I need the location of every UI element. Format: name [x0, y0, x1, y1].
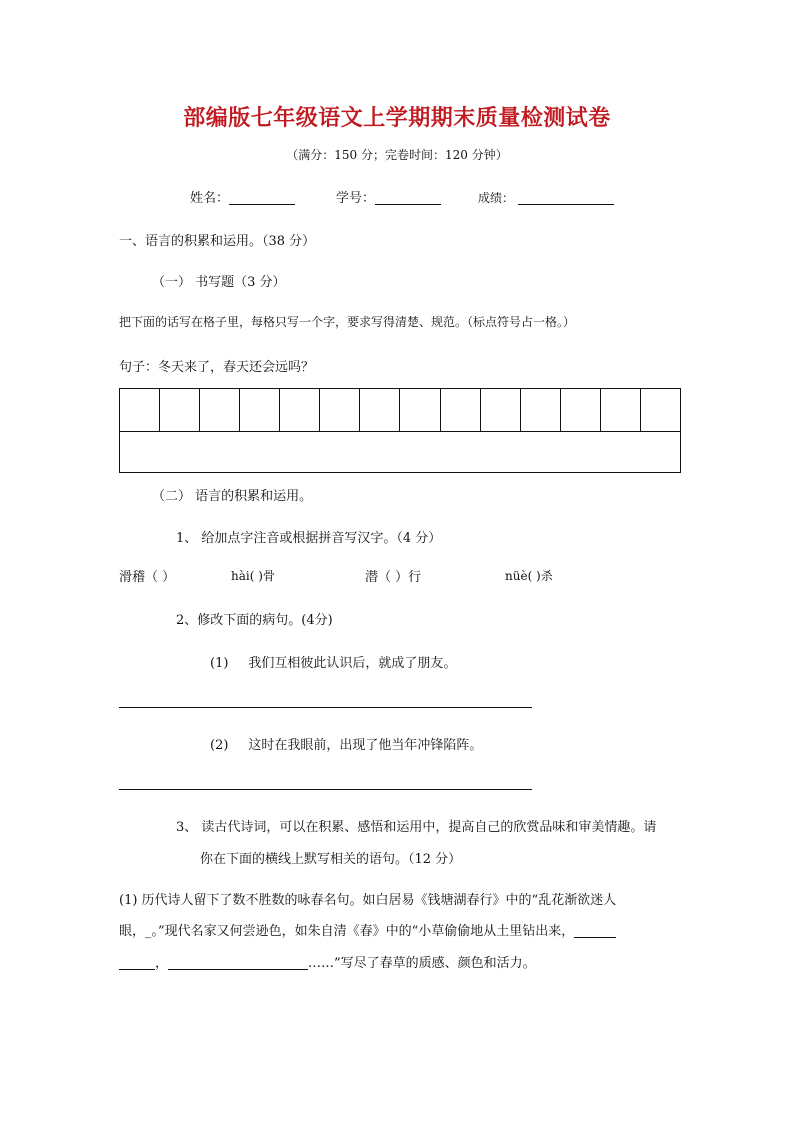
poem-separator: ，	[155, 956, 169, 971]
grid-cell[interactable]	[640, 389, 680, 432]
answer-line[interactable]	[119, 707, 532, 708]
pinyin-word: nüè	[505, 569, 528, 583]
student-id-label: 学号：	[336, 191, 376, 206]
sentence-number: (1)	[210, 656, 229, 671]
grid-cell[interactable]	[360, 389, 400, 432]
name-blank[interactable]	[229, 190, 295, 205]
grid-cell[interactable]	[320, 389, 360, 432]
writing-instruction: 把下面的话写在格子里，每格只写一个字，要求写得清楚、规范。（标点符号占一格。）	[119, 315, 576, 329]
pinyin-item-3	[365, 566, 421, 585]
writing-sentence: 句子：冬天来了，春天还会远吗？	[119, 360, 315, 375]
question-2-prompt: 2、修改下面的病句。(4分)	[176, 613, 333, 628]
grid-cell[interactable]	[120, 389, 160, 432]
name-label: 姓名：	[190, 191, 230, 206]
grid-cell[interactable]	[280, 389, 320, 432]
sentence-text: 我们互相彼此认识后，就成了朋友。	[248, 656, 457, 671]
grid-cell[interactable]	[400, 389, 440, 432]
poem-paragraph-line2	[119, 920, 616, 939]
poem-text: 眼，_。”现代名家又何尝逊色，如朱自清《春》中的“小草偷偷地从土里钻出来，	[119, 924, 575, 939]
student-id-field[interactable]	[336, 187, 441, 206]
pinyin-word: hài	[231, 569, 250, 583]
answer-blank[interactable]: （ ）行	[378, 570, 422, 585]
name-field[interactable]	[190, 187, 295, 206]
pinyin-word: 滑稽	[119, 570, 146, 585]
grid-cell[interactable]	[520, 389, 560, 432]
sentence-number: (2)	[210, 738, 229, 753]
poem-paragraph-line3	[119, 952, 536, 971]
question-1-prompt: 1、 给加点字注音或根据拼音写汉字。（4 分）	[176, 531, 442, 546]
pinyin-item-4	[505, 567, 553, 584]
poem-text: ……”写尽了春草的质感、颜色和活力。	[308, 956, 536, 971]
answer-line[interactable]	[119, 789, 532, 790]
score-field[interactable]	[478, 189, 614, 206]
question-3-prompt-line2: 你在下面的横线上默写相关的语句。（12 分）	[200, 852, 462, 867]
poem-blank[interactable]	[574, 923, 616, 938]
score-blank[interactable]	[518, 190, 614, 205]
exam-subtitle: （满分：150 分；完卷时间：120 分钟）	[286, 148, 508, 162]
question-3-prompt-line1: 3、 读古代诗词，可以在积累、感悟和运用中，提高自己的欣赏品味和审美情趣。请	[176, 820, 657, 835]
sentence-1	[210, 652, 456, 671]
pinyin-item-2	[231, 567, 275, 584]
grid-cell[interactable]	[200, 389, 240, 432]
grid-cell[interactable]	[240, 389, 280, 432]
poem-blank[interactable]	[119, 955, 155, 970]
grid-row	[120, 432, 681, 473]
sentence-2	[210, 734, 482, 753]
answer-blank[interactable]: （ ）	[145, 570, 176, 585]
section-heading: 一、语言的积累和运用。（38 分）	[119, 234, 316, 249]
part-heading-language: （二） 语言的积累和运用。	[152, 489, 313, 504]
student-id-blank[interactable]	[375, 190, 441, 205]
grid-cell-wide[interactable]	[120, 432, 681, 473]
grid-cell[interactable]	[560, 389, 600, 432]
grid-row	[120, 389, 681, 432]
sentence-text: 这时在我眼前，出现了他当年冲锋陷阵。	[248, 738, 483, 753]
answer-blank[interactable]: ( )骨	[249, 569, 275, 583]
writing-grid[interactable]	[119, 388, 681, 473]
pinyin-word: 潜	[365, 570, 379, 585]
answer-blank[interactable]: ( )杀	[527, 569, 553, 583]
score-label: 成绩：	[478, 191, 515, 205]
pinyin-item-1	[119, 566, 175, 585]
grid-cell[interactable]	[480, 389, 520, 432]
grid-cell[interactable]	[440, 389, 480, 432]
poem-paragraph-line1: (1) 历代诗人留下了数不胜数的咏春名句。如白居易《钱塘湖春行》中的“乱花渐欲迷人	[119, 893, 617, 908]
poem-blank[interactable]	[168, 955, 308, 970]
grid-cell[interactable]	[160, 389, 200, 432]
page-title: 部编版七年级语文上学期期末质量检测试卷	[183, 105, 611, 131]
part-heading-writing: （一） 书写题（3 分）	[152, 275, 286, 290]
grid-cell[interactable]	[600, 389, 640, 432]
